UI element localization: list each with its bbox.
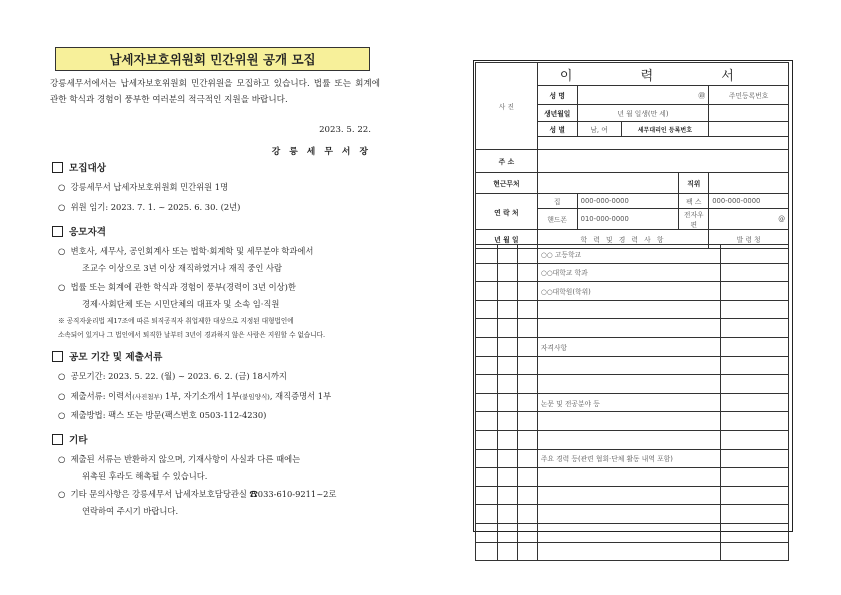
history-date[interactable] (497, 356, 517, 375)
history-issuer[interactable] (721, 282, 789, 301)
history-row (476, 412, 789, 431)
history-entry[interactable] (537, 486, 720, 505)
history-date[interactable] (497, 468, 517, 487)
history-date[interactable] (517, 337, 537, 356)
history-date[interactable] (476, 486, 498, 505)
history-entry[interactable] (537, 319, 720, 338)
history-entry[interactable] (537, 430, 720, 449)
history-entry[interactable] (537, 412, 720, 431)
history-row (476, 375, 789, 394)
notice-intro: 강릉세무서에서는 납세자보호위원회 민간위원을 모집하고 있습니다. 법률 또는 회계에 관한 학식과 경험이 풍부한 여러분의 적극적인 지원을 바랍니다. (50, 79, 380, 105)
history-entry[interactable] (537, 356, 720, 375)
history-row (476, 542, 789, 561)
email-label: 전자우편 (679, 209, 709, 230)
photo-cell: 사 진 (476, 63, 538, 150)
history-issuer[interactable] (721, 393, 789, 412)
history-date[interactable] (517, 263, 537, 282)
history-issuer[interactable] (721, 356, 789, 375)
section-recruit-heading: 모집대상 (52, 160, 106, 174)
gender-label: 성 별 (537, 122, 577, 137)
history-entry[interactable] (537, 300, 720, 319)
history-row (476, 356, 789, 375)
history-row (476, 393, 789, 412)
history-date[interactable] (476, 449, 498, 468)
ym-label: 년 월 일 (476, 230, 538, 249)
history-date[interactable] (497, 263, 517, 282)
history-date[interactable] (497, 282, 517, 301)
history-row (476, 486, 789, 505)
history-issuer[interactable] (721, 319, 789, 338)
history-date[interactable] (517, 542, 537, 561)
history-date[interactable] (476, 300, 498, 319)
resident-no-label: 주민등록번호 (709, 86, 789, 105)
history-entry[interactable]: 논문 및 전공분야 등 (537, 393, 720, 412)
recruit-item-1: ○ 강릉세무서 납세자보호위원회 민간위원 1명 (58, 182, 229, 192)
history-date[interactable] (517, 356, 537, 375)
history-date[interactable] (497, 430, 517, 449)
period-item-1: ○ 공모기간: 2023. 5. 22. (월) ~ 2023. 6. 2. (금) 18시까지 (58, 371, 287, 381)
history-date[interactable] (476, 356, 498, 375)
birth-field[interactable]: 년 월 일생(만 세) (577, 105, 709, 122)
section-etc-heading: 기타 (52, 432, 88, 446)
contact-label: 연 락 처 (476, 194, 538, 230)
history-date[interactable] (517, 412, 537, 431)
work-field[interactable] (537, 173, 679, 194)
fax-field[interactable]: 000-000-0000 (709, 194, 789, 209)
history-row (476, 300, 789, 319)
history-date[interactable] (497, 412, 517, 431)
history-date[interactable] (476, 263, 498, 282)
email-field[interactable]: @ (709, 209, 789, 230)
position-field[interactable] (709, 173, 789, 194)
history-date[interactable] (476, 468, 498, 487)
address-field[interactable] (537, 150, 788, 173)
section-period-heading: 공모 기간 및 제출서류 (52, 349, 162, 363)
history-label: 학 력 및 경 력 사 항 (537, 230, 708, 249)
history-date[interactable] (517, 393, 537, 412)
history-entry[interactable] (537, 375, 720, 394)
history-entry[interactable]: 주요 경력 등(관련 협회·단체 활동 내역 포함) (537, 449, 720, 468)
history-date[interactable] (497, 486, 517, 505)
spacer-cell (537, 137, 788, 150)
resident-no-field[interactable] (709, 105, 789, 122)
history-row (476, 263, 789, 282)
issuer-label: 발 령 청 (709, 230, 789, 249)
gender-field[interactable]: 남, 여 (577, 122, 621, 137)
tax-agent-field[interactable] (709, 122, 789, 137)
history-date[interactable] (476, 393, 498, 412)
qualify-note: ※ 공직자윤리법 제17조에 따른 퇴직공직자 취업제한 대상으로 지정된 대형법인에 소속되어 있거나 그 법인에서 퇴직한 날부터 3년이 경과하지 않은 사람은 지원할 수 없습니다. (58, 317, 326, 339)
name-field[interactable] (577, 86, 709, 105)
history-row (476, 245, 789, 264)
seal-icon: ㊞ (698, 92, 706, 100)
history-table (475, 244, 789, 561)
history-row (476, 449, 789, 468)
history-entry[interactable]: ○○대학교 학과 (537, 263, 720, 282)
history-date[interactable] (497, 449, 517, 468)
history-date[interactable] (476, 319, 498, 338)
history-date[interactable] (517, 505, 537, 524)
history-entry[interactable] (537, 523, 720, 542)
history-date[interactable] (476, 505, 498, 524)
history-date[interactable] (517, 319, 537, 338)
qualify-item-1: ○ 변호사, 세무사, 공인회계사 또는 법학·회계학 및 세무분야 학과에서 조교수 이상으로 3년 이상 재직하였거나 재직 중인 사람 (58, 246, 314, 273)
history-entry[interactable] (537, 505, 720, 524)
history-row (476, 505, 789, 524)
history-issuer[interactable] (721, 300, 789, 319)
history-date[interactable] (517, 430, 537, 449)
history-date[interactable] (517, 375, 537, 394)
history-issuer[interactable] (721, 412, 789, 431)
checkbox-square-icon (52, 226, 63, 237)
history-issuer[interactable] (721, 337, 789, 356)
history-issuer[interactable] (721, 468, 789, 487)
history-date[interactable] (497, 393, 517, 412)
history-date[interactable] (497, 300, 517, 319)
history-date[interactable] (517, 468, 537, 487)
home-label: 집 (537, 194, 577, 209)
etc-item-2: ○ 기타 문의사항은 강릉세무서 납세자보호담당관실 ☎033-610-9211~2로 연락하여 주시기 바랍니다. (58, 489, 337, 516)
notice-title: 납세자보호위원회 민간위원 공개 모집 (55, 47, 370, 71)
qualify-item-2: ○ 법률 또는 회계에 관한 학식과 경험이 풍부(경력이 3년 이상)한 경제·사회단체 또는 시민단체의 대표자 및 소속 임·직원 (58, 282, 296, 309)
history-issuer[interactable] (721, 263, 789, 282)
history-issuer[interactable] (721, 375, 789, 394)
history-row (476, 282, 789, 301)
name-label: 성 명 (537, 86, 577, 105)
history-date[interactable] (476, 430, 498, 449)
history-date[interactable] (497, 523, 517, 542)
history-issuer[interactable] (721, 430, 789, 449)
history-date[interactable] (476, 282, 498, 301)
history-entry[interactable] (537, 542, 720, 561)
history-row (476, 430, 789, 449)
history-date[interactable] (497, 505, 517, 524)
history-issuer[interactable] (721, 449, 789, 468)
history-issuer[interactable] (721, 245, 789, 264)
history-issuer[interactable] (721, 505, 789, 524)
history-date[interactable] (497, 542, 517, 561)
history-date[interactable] (517, 449, 537, 468)
history-date[interactable] (497, 337, 517, 356)
history-date[interactable] (497, 375, 517, 394)
period-item-3: ○ 제출방법: 팩스 또는 방문(팩스번호 0503-112-4230) (58, 410, 267, 420)
history-entry[interactable]: ○○ 고등학교 (537, 245, 720, 264)
resume-table (475, 62, 789, 249)
history-date[interactable] (497, 245, 517, 264)
mobile-label: 핸드폰 (537, 209, 577, 230)
history-date[interactable] (517, 300, 537, 319)
history-issuer[interactable] (721, 486, 789, 505)
history-date[interactable] (476, 523, 498, 542)
history-issuer[interactable] (721, 542, 789, 561)
history-entry[interactable]: 자격사항 (537, 337, 720, 356)
fax-label: 팩 스 (679, 194, 709, 209)
section-qualify-heading: 응모자격 (52, 224, 106, 238)
checkbox-square-icon (52, 162, 63, 173)
recruit-item-2: ○ 위원 임기: 2023. 7. 1. ~ 2025. 6. 30. (2년) (58, 202, 241, 212)
period-item-2: ○ 제출서류: 이력서(사진첨부) 1부, 자기소개서 1부(붙임양식), 재직증명서 1부 (58, 391, 332, 401)
history-date[interactable] (517, 245, 537, 264)
history-entry[interactable]: ○○대학원(학위) (537, 282, 720, 301)
tax-agent-label: 세무대리인 등록번호 (621, 122, 709, 137)
home-field[interactable]: 000-000-0000 (577, 194, 679, 209)
history-date[interactable] (517, 486, 537, 505)
history-row (476, 468, 789, 487)
checkbox-square-icon (52, 434, 63, 445)
history-date[interactable] (517, 523, 537, 542)
address-label: 주 소 (476, 150, 538, 173)
history-date[interactable] (476, 542, 498, 561)
checkbox-square-icon (52, 351, 63, 362)
notice-date: 2023. 5. 22. (319, 125, 371, 135)
birth-label: 생년월일 (537, 105, 577, 122)
work-label: 현근무처 (476, 173, 538, 194)
position-label: 직위 (679, 173, 709, 194)
history-issuer[interactable] (721, 523, 789, 542)
history-date[interactable] (476, 337, 498, 356)
history-date[interactable] (476, 412, 498, 431)
mobile-field[interactable]: 010-000-0000 (577, 209, 679, 230)
history-date[interactable] (476, 375, 498, 394)
history-entry[interactable] (537, 468, 720, 487)
history-row (476, 337, 789, 356)
history-date[interactable] (497, 319, 517, 338)
notice-office: 강 릉 세 무 서 장 (271, 147, 371, 157)
history-date[interactable] (476, 245, 498, 264)
history-row (476, 523, 789, 542)
etc-item-1: ○ 제출된 서류는 반환하지 않으며, 기재사항이 사실과 다른 때에는 위촉된 후라도 해촉될 수 있습니다. (58, 454, 301, 481)
history-date[interactable] (517, 282, 537, 301)
resume-title: 이 력 서 (537, 63, 788, 86)
history-row (476, 319, 789, 338)
